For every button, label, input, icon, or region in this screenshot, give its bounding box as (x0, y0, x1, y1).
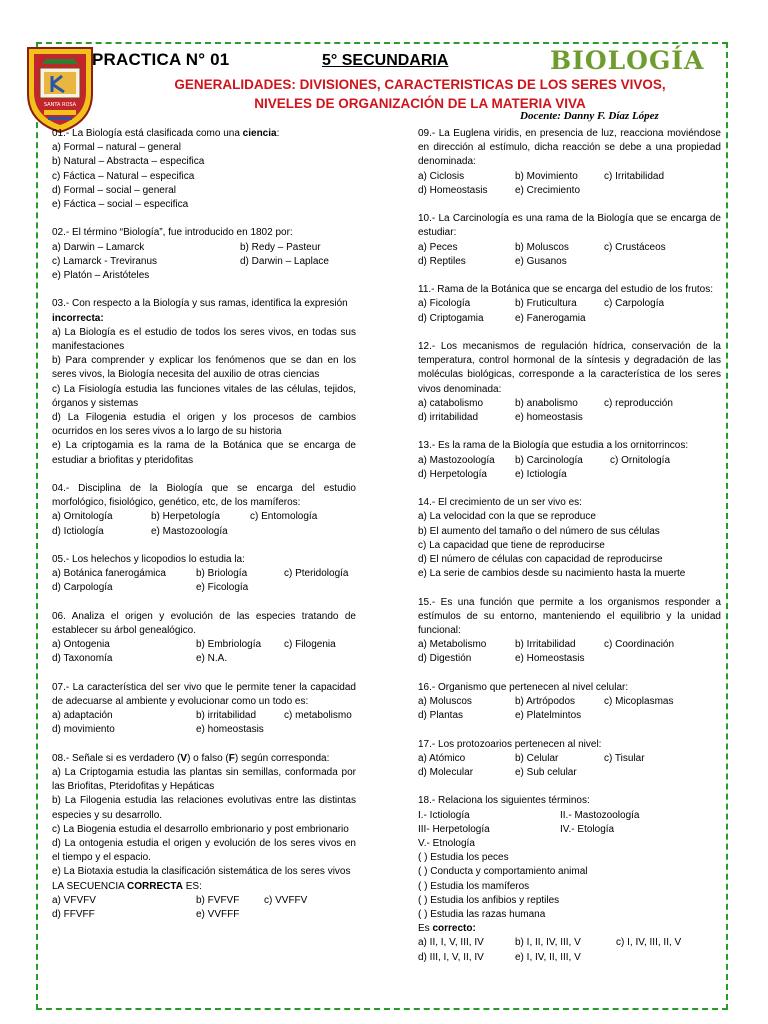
option: a) VFVFV (52, 894, 96, 906)
option: e) Homeostasis (515, 653, 585, 665)
question-08 (52, 752, 356, 922)
option: d) Taxonomía (52, 653, 113, 665)
question-text: 18.- Relaciona los siguientes términos: (418, 795, 590, 807)
option: d) Reptiles (418, 255, 466, 267)
question-text: 16.- Organismo que pertenecen al nivel celular: (418, 681, 629, 693)
option: e) Platelmintos (515, 710, 582, 722)
option: c) Carpología (604, 298, 665, 310)
option: e) I, IV, II, III, V (515, 951, 581, 963)
option: a) La Biología es el estudio de todos los seres vivos, en todas sus manifestaciones (52, 326, 356, 353)
statement: c) La Biogenia estudia el desarrollo embrionario y post embrionario (52, 823, 349, 835)
option: d) Plantas (418, 710, 464, 722)
option: d) FFVFF (52, 909, 95, 921)
school-logo-icon (22, 42, 98, 134)
question-text: 04.- Disciplina de la Biología que se encarga del estudio morfológico, fisiológico, genético, etc, de los mamíferos: (52, 483, 356, 509)
option: b) Herpetología (151, 511, 220, 523)
match-item: ( ) Estudia las razas humana (418, 909, 546, 921)
option: c) reproducción (604, 397, 673, 409)
option: d) Herpetología (418, 468, 487, 480)
option: d) Ictiología (52, 525, 104, 537)
question-text: 14.- El crecimiento de un ser vivo es: (418, 497, 582, 509)
term: II.- Mastozoología (560, 809, 640, 821)
question-16 (418, 681, 721, 724)
option: a) Ontogenia (52, 639, 110, 651)
practice-title: PRACTICA N° 01 (92, 50, 230, 69)
option: c) Entomología (250, 511, 318, 523)
option: a) La velocidad con la que se reproduce (418, 511, 596, 523)
option: b) Fruticultura (515, 298, 577, 310)
term: I.- Ictiología (418, 809, 470, 821)
option: e) VVFFF (196, 909, 240, 921)
question-text: : (276, 128, 280, 139)
statement: a) La Criptogamia estudia las plantas sin semillas, conformada por las Briofitas, Pteridofitas y Hepáticas (52, 767, 356, 793)
option: a) Ornitología (52, 511, 113, 523)
term: IV.- Etología (560, 823, 615, 835)
left-column (52, 127, 356, 936)
option: b) Irritabilidad (515, 639, 576, 651)
option: c) Crustáceos (604, 241, 666, 253)
option: d) Digestión (418, 653, 472, 665)
question-text: 01.- La Biología está clasificada como una (52, 128, 243, 139)
question-text: 08.- Señale si es verdadero ( (52, 752, 181, 764)
question-text: ) o falso ( (187, 752, 229, 764)
term: V.- Etnología (418, 838, 475, 850)
option: a) Peces (418, 241, 458, 253)
option: b) Movimiento (515, 170, 578, 182)
question-17 (418, 738, 721, 781)
option: e) La serie de cambios desde su nacimiento hasta la muerte (418, 568, 686, 580)
question-text: 06. Analiza el origen y evolución de las especies tratando de establecer su árbol genealógico. (52, 610, 356, 637)
subject-title: BIOLOGÍA (550, 46, 705, 75)
option: c) VVFFV (264, 894, 308, 906)
option: b) Celular (515, 752, 559, 764)
option: c) Pteridología (284, 568, 349, 580)
option: b) Para comprender y explicar los fenómenos que se dan en los seres vivos, la Biología necesita del auxilio de otras ciencias (52, 355, 356, 381)
option: c) La capacidad que tiene de reproducirse (418, 539, 605, 551)
option: d) Homeostasis (418, 184, 488, 196)
option: a) Moluscos (418, 696, 472, 708)
option: d) movimiento (52, 724, 115, 736)
option: b) Moluscos (515, 241, 569, 253)
option: d) irritabilidad (418, 412, 479, 424)
match-item: ( ) Estudia los peces (418, 852, 509, 864)
option: e) Ficología (196, 582, 249, 594)
question-text: 15.- Es una función que permite a los organismos responder a estímulos de su entorno, manteniendo el equilibrio y la unidad funcional: (418, 596, 721, 637)
option: a) catabolismo (418, 397, 484, 409)
option: e) Crecimiento (515, 184, 581, 196)
option: e) Gusanos (515, 255, 567, 267)
option: d) Molecular (418, 767, 474, 779)
statement: d) La ontogenia estudia el origen y evolución de los seres vivos en el tiempo y el espacio. (52, 838, 356, 864)
question-10 (418, 212, 721, 269)
option: e) homeostasis (196, 724, 264, 736)
option: e) Fáctica – social – especifica (52, 199, 189, 211)
option: d) El número de células con capacidad de reproducirse (418, 554, 663, 566)
question-text: 17.- Los protozoarios pertenecen al nivel: (418, 738, 602, 750)
right-column (418, 127, 721, 979)
option: a) adaptación (52, 710, 113, 722)
match-item: ( ) Estudia los mamíferos (418, 880, 530, 892)
question-12 (418, 340, 721, 425)
option: e) Sub celular (515, 767, 577, 779)
option: e) Mastozoología (151, 525, 228, 537)
option: a) Metabolismo (418, 639, 487, 651)
option: b) Briología (196, 568, 248, 580)
option: c) La Fisiología estudia las funciones vitales de las células, tejidos, órganos y sistemas (52, 383, 356, 409)
option: a) Atómico (418, 752, 466, 764)
question-09 (418, 127, 721, 198)
option: d) Darwin – Laplace (240, 255, 329, 267)
option: e) N.A. (196, 653, 228, 665)
question-11 (418, 283, 721, 326)
option: a) Mastozoología (418, 454, 495, 466)
option: b) Redy – Pasteur (240, 241, 321, 253)
option: c) Irritabilidad (604, 170, 665, 182)
teacher-name: Docente: Danny F. Díaz López (520, 110, 659, 122)
question-text: 13.- Es la rama de la Biología que estudia a los ornitorrincos: (418, 440, 689, 452)
option: e) homeostasis (515, 412, 583, 424)
option: b) Embriología (196, 639, 262, 651)
option: e) Platón – Aristóteles (52, 270, 150, 282)
question-06 (52, 610, 356, 667)
question-13 (418, 439, 721, 482)
option: b) anabolismo (515, 397, 578, 409)
question-05 (52, 553, 356, 596)
question-text: ) según corresponda: (234, 752, 330, 764)
question-text: 05.- Los helechos y licopodios lo estudia la: (52, 554, 245, 566)
question-text: 11.- Rama de la Botánica que se encarga del estudio de los frutos: (418, 284, 713, 296)
question-03 (52, 297, 356, 467)
term: III- Herpetología (418, 823, 490, 835)
option: e) Ictiología (515, 468, 567, 480)
question-bold: V (180, 752, 188, 764)
option: c) Tisular (604, 752, 645, 764)
question-18 (418, 794, 721, 964)
subtitle-line-1: GENERALIDADES: DIVISIONES, CARACTERISTICAS DE LOS SERES VIVOS, (174, 77, 666, 92)
option: c) metabolismo (284, 710, 352, 722)
option: a) Darwin – Lamarck (52, 241, 145, 253)
option: d) III, I, V, II, IV (418, 951, 484, 963)
question-bold: CORRECTA (127, 880, 183, 892)
question-bold: ciencia (242, 128, 277, 139)
option: a) Botánica fanerogámica (52, 568, 166, 580)
grade-label: 5° SECUNDARIA (322, 52, 449, 69)
option: d) Criptogamia (418, 312, 484, 324)
question-text: 02.- El término “Biología”, fue introducido en 1802 por: (52, 227, 293, 239)
question-text: 03.- Con respecto a la Biología y sus ramas, identifica la expresión (52, 298, 348, 310)
option: b) FVFVF (196, 894, 240, 906)
question-07 (52, 681, 356, 738)
match-item: ( ) Estudia los anfibios y reptiles (418, 894, 560, 906)
option: b) I, II, IV, III, V (515, 937, 581, 949)
option: c) Micoplasmas (604, 696, 674, 708)
statement: e) La Biotaxia estudia la clasificación sistemática de los seres vivos (52, 866, 351, 878)
option: d) Formal – social – general (52, 184, 176, 196)
option: a) Formal – natural – general (52, 142, 181, 154)
question-bold: F (228, 752, 235, 764)
option: e) La criptogamia es la rama de la Botánica que se encarga de estudiar a briofitas y pteridofitas (52, 440, 356, 466)
statement: b) La Filogenia estudia las relaciones evolutivas entre las distintas especies y su desarrollo. (52, 795, 356, 821)
question-text: 09.- La Euglena viridis, en presencia de luz, reacciona moviéndose en dirección al estímulo, dicha reacción se debe a una propiedad denominada: (418, 128, 721, 168)
option: b) Carcinología (515, 454, 583, 466)
question-text: 12.- Los mecanismos de regulación hídrica, conservación de la temperatura, control hormonal de la síntesis y degradación de las moléculas biológicas, corresponde a la característica de los seres vivos denominada: (418, 341, 721, 395)
option: b) irritabilidad (196, 710, 257, 722)
option: c) Coordinación (604, 639, 675, 651)
question-text: Es (418, 923, 433, 935)
question-text: 07.- La característica del ser vivo que le permite tener la capacidad de adecuarse al ambiente y evolucionar como un todo es: (52, 681, 356, 708)
question-01 (52, 127, 356, 212)
option: c) I, IV, III, II, V (616, 937, 682, 949)
option: e) Fanerogamia (515, 312, 586, 324)
option: a) II, I, V, III, IV (418, 937, 484, 949)
option: a) Ciclosis (418, 170, 465, 182)
option: d) Carpología (52, 582, 113, 594)
logo-text: SANTA ROSA (43, 102, 77, 108)
question-15 (418, 596, 721, 667)
option: b) Natural – Abstracta – especifica (52, 156, 205, 168)
question-bold: correcto: (432, 923, 476, 935)
option: b) Artrópodos (515, 696, 576, 708)
subtitle-line-2: NIVELES DE ORGANIZACIÓN DE LA MATERIA VIVA (254, 96, 586, 111)
match-item: ( ) Conducta y comportamiento animal (418, 866, 588, 878)
option: a) Ficología (418, 298, 471, 310)
question-text: 10.- La Carcinología es una rama de la Biología que se encarga de estudiar: (418, 213, 721, 239)
option: b) El aumento del tamaño o del número de sus células (418, 525, 660, 537)
question-14 (418, 496, 721, 581)
option: d) La Filogenia estudia el origen y los procesos de cambios ocurridos en los seres vivos a lo largo de su historia (52, 412, 356, 438)
question-text: LA SECUENCIA (52, 880, 128, 892)
option: c) Ornitología (610, 454, 671, 466)
question-bold: incorrecta: (52, 312, 104, 324)
option: c) Fáctica – Natural – especifica (52, 170, 195, 182)
question-04 (52, 482, 356, 539)
option: c) Filogenia (284, 639, 336, 651)
question-text: ES: (182, 880, 202, 892)
question-02 (52, 226, 356, 283)
option: c) Lamarck - Treviranus (52, 255, 158, 267)
